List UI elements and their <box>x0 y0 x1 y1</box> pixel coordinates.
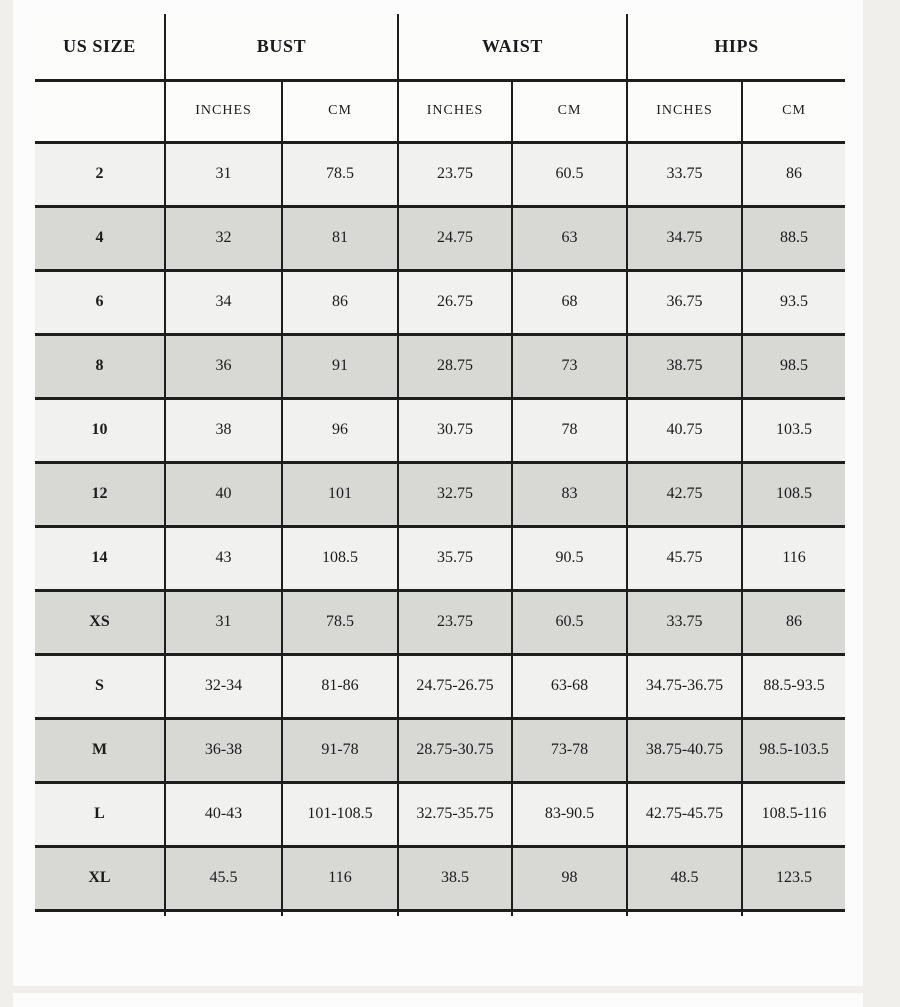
measurement-cell: 24.75 <box>398 206 512 270</box>
size-cell: 14 <box>35 526 165 590</box>
size-cell: XS <box>35 590 165 654</box>
measurement-cell: 96 <box>282 398 398 462</box>
table-header <box>35 14 845 142</box>
measurement-cell: 23.75 <box>398 590 512 654</box>
measurement-cell: 33.75 <box>627 142 742 206</box>
table-row-s <box>35 654 845 718</box>
table-row-10 <box>35 398 845 462</box>
measurement-cell: 38.75-40.75 <box>627 718 742 782</box>
measurement-cell: 116 <box>282 846 398 910</box>
column-group-bust: BUST <box>165 14 398 80</box>
subheader-row <box>35 80 845 142</box>
measurement-cell: 88.5-93.5 <box>742 654 845 718</box>
measurement-cell: 98 <box>512 846 627 910</box>
subheader-empty <box>35 80 165 142</box>
measurement-cell: 78.5 <box>282 590 398 654</box>
measurement-cell: 81 <box>282 206 398 270</box>
grid-line-stub <box>282 910 398 916</box>
measurement-cell: 45.5 <box>165 846 282 910</box>
column-group-waist: WAIST <box>398 14 627 80</box>
measurement-cell: 36.75 <box>627 270 742 334</box>
table-row-6 <box>35 270 845 334</box>
measurement-cell: 78.5 <box>282 142 398 206</box>
column-group-hips: HIPS <box>627 14 845 80</box>
measurement-cell: 86 <box>742 142 845 206</box>
size-cell: L <box>35 782 165 846</box>
grid-line-stub <box>742 910 845 916</box>
measurement-cell: 91-78 <box>282 718 398 782</box>
measurement-cell: 35.75 <box>398 526 512 590</box>
measurement-cell: 60.5 <box>512 142 627 206</box>
subheader-inches: INCHES <box>627 80 742 142</box>
measurement-cell: 36-38 <box>165 718 282 782</box>
measurement-cell: 78 <box>512 398 627 462</box>
measurement-cell: 32 <box>165 206 282 270</box>
measurement-cell: 32-34 <box>165 654 282 718</box>
measurement-cell: 30.75 <box>398 398 512 462</box>
measurement-cell: 42.75-45.75 <box>627 782 742 846</box>
subheader-inches: INCHES <box>165 80 282 142</box>
measurement-cell: 81-86 <box>282 654 398 718</box>
measurement-cell: 40-43 <box>165 782 282 846</box>
measurement-cell: 108.5 <box>282 526 398 590</box>
measurement-cell: 101 <box>282 462 398 526</box>
size-cell: 2 <box>35 142 165 206</box>
measurement-cell: 93.5 <box>742 270 845 334</box>
measurement-cell: 34 <box>165 270 282 334</box>
size-cell: 8 <box>35 334 165 398</box>
table-row-l <box>35 782 845 846</box>
measurement-cell: 40 <box>165 462 282 526</box>
measurement-cell: 32.75-35.75 <box>398 782 512 846</box>
size-cell: M <box>35 718 165 782</box>
size-chart-table <box>35 14 845 916</box>
measurement-cell: 48.5 <box>627 846 742 910</box>
size-chart-card <box>13 0 863 986</box>
grid-line-stubs <box>35 910 845 916</box>
measurement-cell: 83 <box>512 462 627 526</box>
measurement-cell: 28.75 <box>398 334 512 398</box>
measurement-cell: 86 <box>282 270 398 334</box>
measurement-cell: 98.5 <box>742 334 845 398</box>
table-row-14 <box>35 526 845 590</box>
measurement-cell: 43 <box>165 526 282 590</box>
measurement-cell: 40.75 <box>627 398 742 462</box>
measurement-cell: 73-78 <box>512 718 627 782</box>
measurement-cell: 108.5 <box>742 462 845 526</box>
size-cell: S <box>35 654 165 718</box>
measurement-cell: 45.75 <box>627 526 742 590</box>
measurement-cell: 38.5 <box>398 846 512 910</box>
grid-line-stub <box>512 910 627 916</box>
table-row-12 <box>35 462 845 526</box>
size-cell: 10 <box>35 398 165 462</box>
measurement-cell: 60.5 <box>512 590 627 654</box>
measurement-cell: 28.75-30.75 <box>398 718 512 782</box>
measurement-cell: 123.5 <box>742 846 845 910</box>
measurement-cell: 103.5 <box>742 398 845 462</box>
size-cell: XL <box>35 846 165 910</box>
lower-content-card <box>13 993 863 1007</box>
table-row-m <box>35 718 845 782</box>
measurement-cell: 36 <box>165 334 282 398</box>
column-group-header-row <box>35 14 845 80</box>
size-cell: 4 <box>35 206 165 270</box>
measurement-cell: 63 <box>512 206 627 270</box>
measurement-cell: 98.5-103.5 <box>742 718 845 782</box>
size-cell: 12 <box>35 462 165 526</box>
table-row-2 <box>35 142 845 206</box>
measurement-cell: 42.75 <box>627 462 742 526</box>
subheader-inches: INCHES <box>398 80 512 142</box>
measurement-cell: 88.5 <box>742 206 845 270</box>
table-row-4 <box>35 206 845 270</box>
measurement-cell: 32.75 <box>398 462 512 526</box>
measurement-cell: 86 <box>742 590 845 654</box>
grid-line-stub <box>627 910 742 916</box>
measurement-cell: 23.75 <box>398 142 512 206</box>
table-row-xs <box>35 590 845 654</box>
measurement-cell: 116 <box>742 526 845 590</box>
measurement-cell: 31 <box>165 590 282 654</box>
measurement-cell: 73 <box>512 334 627 398</box>
measurement-cell: 68 <box>512 270 627 334</box>
grid-line-stub <box>398 910 512 916</box>
measurement-cell: 38.75 <box>627 334 742 398</box>
measurement-cell: 34.75 <box>627 206 742 270</box>
table-row-xl <box>35 846 845 910</box>
subheader-cm: CM <box>282 80 398 142</box>
measurement-cell: 91 <box>282 334 398 398</box>
subheader-cm: CM <box>512 80 627 142</box>
measurement-cell: 26.75 <box>398 270 512 334</box>
measurement-cell: 108.5-116 <box>742 782 845 846</box>
grid-line-stub <box>35 910 165 916</box>
column-group-us-size: US SIZE <box>35 14 165 80</box>
table-row-8 <box>35 334 845 398</box>
size-cell: 6 <box>35 270 165 334</box>
subheader-cm: CM <box>742 80 845 142</box>
measurement-cell: 90.5 <box>512 526 627 590</box>
measurement-cell: 83-90.5 <box>512 782 627 846</box>
measurement-cell: 34.75-36.75 <box>627 654 742 718</box>
measurement-cell: 24.75-26.75 <box>398 654 512 718</box>
measurement-cell: 38 <box>165 398 282 462</box>
table-body <box>35 142 845 916</box>
measurement-cell: 33.75 <box>627 590 742 654</box>
measurement-cell: 101-108.5 <box>282 782 398 846</box>
grid-line-stub <box>165 910 282 916</box>
measurement-cell: 63-68 <box>512 654 627 718</box>
measurement-cell: 31 <box>165 142 282 206</box>
